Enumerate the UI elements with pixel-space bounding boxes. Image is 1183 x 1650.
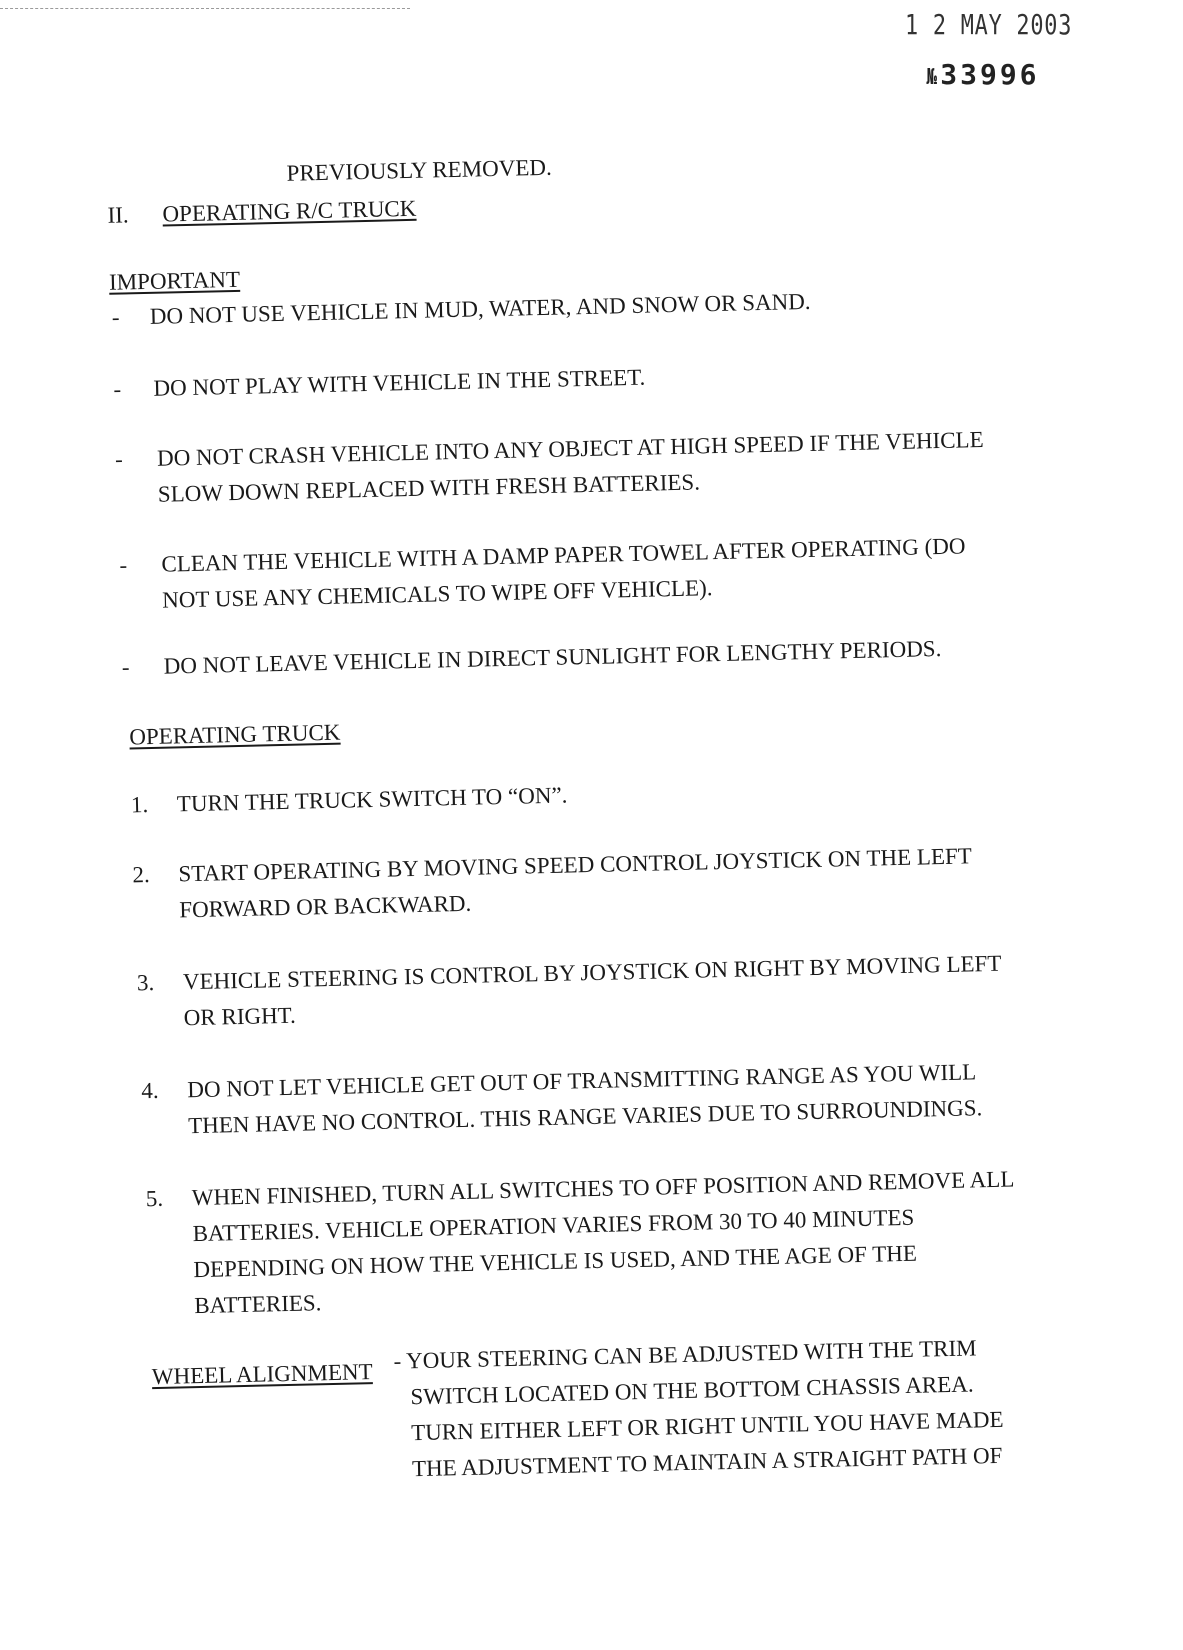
bullet-line: DO NOT CRASH VEHICLE INTO ANY OBJECT AT HIGH SPEED IF THE VEHICLE: [156, 426, 984, 471]
step-line: VEHICLE STEERING IS CONTROL BY JOYSTICK ON RIGHT BY MOVING LEFT: [182, 950, 1002, 995]
wheel-alignment-line: SWITCH LOCATED ON THE BOTTOM CHASSIS AREA.: [410, 1371, 974, 1410]
step-line: FORWARD OR BACKWARD.: [179, 890, 472, 923]
step-line: BATTERIES.: [193, 1290, 322, 1319]
bullet-marker: -: [121, 654, 130, 680]
step-line: BATTERIES. VEHICLE OPERATION VARIES FROM 30 TO 40 MINUTES: [192, 1204, 915, 1247]
section-numeral: II.: [107, 202, 129, 228]
date-stamp: 1 2 MAY 2003: [905, 8, 1073, 41]
step-number: 2.: [132, 862, 151, 888]
wheel-alignment-heading: WHEEL ALIGNMENT: [151, 1359, 373, 1390]
step-line: THEN HAVE NO CONTROL. THIS RANGE VARIES DUE TO SURROUNDINGS.: [187, 1095, 983, 1139]
operating-heading: OPERATING TRUCK: [129, 719, 341, 750]
step-line: OR RIGHT.: [183, 1002, 297, 1031]
bullet-line: DO NOT PLAY WITH VEHICLE IN THE STREET.: [153, 364, 646, 401]
intro-text: PREVIOUSLY REMOVED.: [286, 154, 553, 186]
step-number: 5.: [145, 1185, 164, 1212]
bullet-marker: -: [113, 376, 122, 402]
bullet-line: NOT USE ANY CHEMICALS TO WIPE OFF VEHICLE).: [161, 575, 713, 613]
step-number: 3.: [136, 969, 155, 996]
bullet-marker: -: [111, 304, 120, 330]
step-line: DO NOT LET VEHICLE GET OUT OF TRANSMITTING RANGE AS YOU WILL: [187, 1059, 977, 1103]
section-title: OPERATING R/C TRUCK: [162, 195, 417, 227]
step-line: DEPENDING ON HOW THE VEHICLE IS USED, AND THE AGE OF THE: [193, 1240, 918, 1283]
bullet-marker: -: [114, 446, 124, 472]
number-sign: №: [926, 65, 937, 90]
wheel-alignment-line: THE ADJUSTMENT TO MAINTAIN A STRAIGHT PATH OF: [411, 1442, 1003, 1482]
bullet-line: CLEAN THE VEHICLE WITH A DAMP PAPER TOWEL AFTER OPERATING (DO: [161, 533, 966, 577]
bullet-line: DO NOT USE VEHICLE IN MUD, WATER, AND SNOW OR SAND.: [149, 288, 811, 329]
bullet-line: SLOW DOWN REPLACED WITH FRESH BATTERIES.: [157, 469, 701, 507]
document-number: 33996: [940, 58, 1040, 91]
bullet-line: DO NOT LEAVE VEHICLE IN DIRECT SUNLIGHT FOR LENGTHY PERIODS.: [163, 636, 942, 679]
step-line: WHEN FINISHED, TURN ALL SWITCHES TO OFF POSITION AND REMOVE ALL: [191, 1166, 1015, 1211]
bullet-marker: -: [119, 552, 128, 578]
wheel-alignment-line: TURN EITHER LEFT OR RIGHT UNTIL YOU HAVE MADE: [410, 1406, 1004, 1446]
wheel-alignment-line: - YOUR STEERING CAN BE ADJUSTED WITH THE TRIM: [393, 1335, 977, 1374]
step-line: START OPERATING BY MOVING SPEED CONTROL JOYSTICK ON THE LEFT: [178, 843, 973, 887]
step-line: TURN THE TRUCK SWITCH TO “ON”.: [176, 782, 568, 817]
important-heading: IMPORTANT: [108, 266, 241, 295]
step-number: 4.: [141, 1077, 159, 1104]
step-number: 1.: [130, 792, 149, 818]
